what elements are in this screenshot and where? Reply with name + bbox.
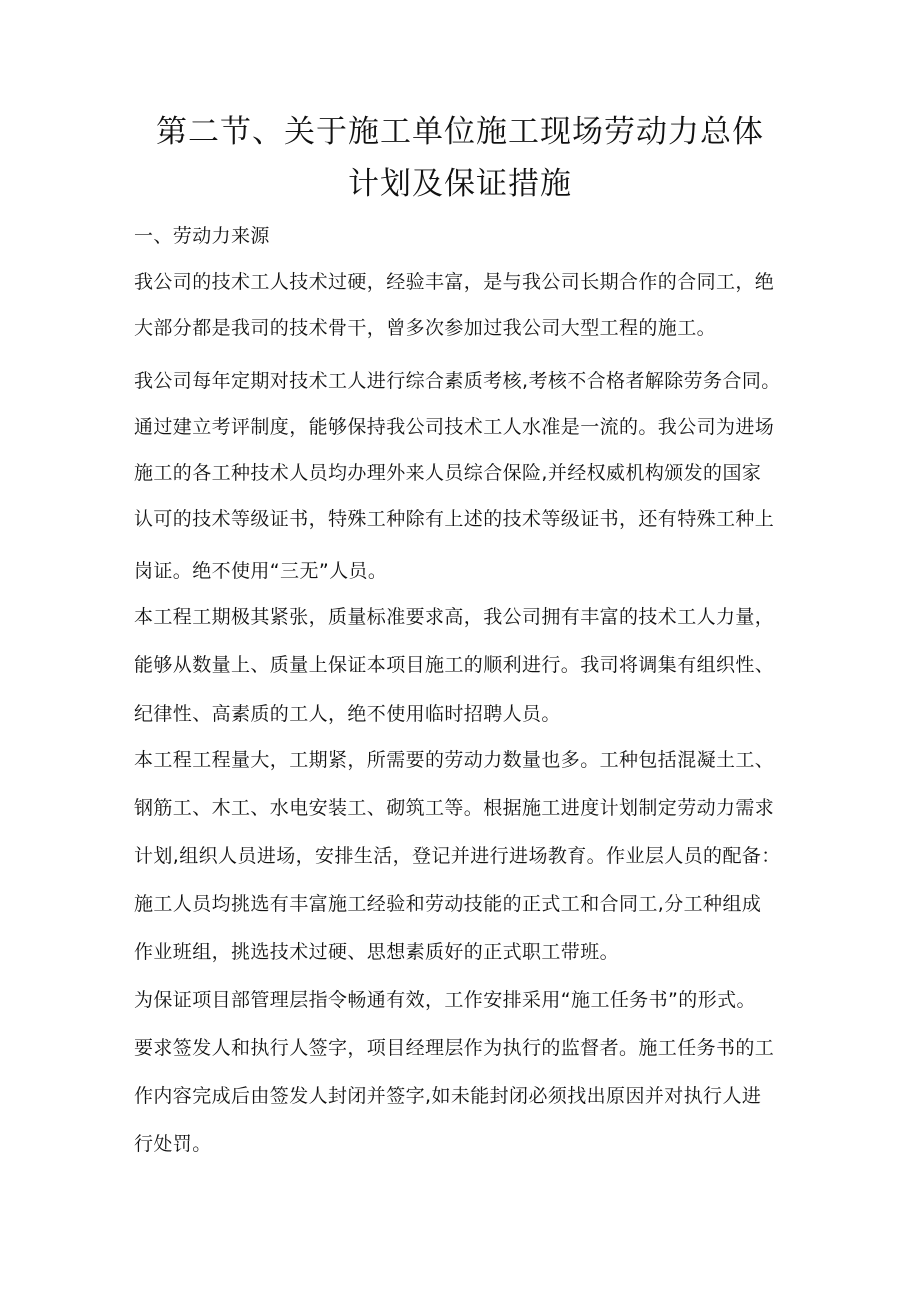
paragraph-line: 行处罚。 — [134, 1133, 212, 1155]
paragraph-line: 为保证项目部管理层指令畅通有效，工作安排采用“施工任务书”的形式。 — [134, 989, 756, 1011]
paragraph-line: 作业班组，挑选技术过硬、思想素质好的正式职工带班。 — [134, 941, 620, 963]
paragraph-line: 施工人员均挑选有丰富施工经验和劳动技能的正式工和合同工,分工种组成 — [134, 893, 762, 915]
page-title-line-1: 第二节、关于施工单位施工现场劳动力总体 — [156, 114, 764, 150]
paragraph-line: 能够从数量上、质量上保证本项目施工的顺利进行。我司将调集有组织性、 — [134, 654, 775, 676]
paragraph-line: 本工程工程量大，工期紧，所需要的劳动力数量也多。工种包括混凝土工、 — [134, 749, 775, 771]
paragraph-line: 要求签发人和执行人签字，项目经理层作为执行的监督者。施工任务书的工 — [134, 1037, 775, 1059]
paragraph-line: 通过建立考评制度，能够保持我公司技术工人水准是一流的。我公司为进场 — [134, 416, 775, 438]
page-title-line-2: 计划及保证措施 — [348, 166, 572, 202]
paragraph-line: 纪律性、高素质的工人，绝不使用临时招聘人员。 — [134, 703, 561, 725]
paragraph-line: 认可的技术等级证书，特殊工种除有上述的技术等级证书，还有特殊工种上 — [134, 508, 775, 530]
section-heading: 一、劳动力来源 — [134, 225, 270, 247]
paragraph-line: 作内容完成后由签发人封闭并签字,如未能封闭必须找出原因并对执行人进 — [134, 1085, 762, 1107]
paragraph-line: 我公司的技术工人技术过硬，经验丰富，是与我公司长期合作的合同工，绝 — [134, 271, 775, 293]
paragraph-line: 施工的各工种技术人员均办理外来人员综合保险,并经权威机构颁发的国家 — [134, 462, 762, 484]
paragraph-line: 大部分都是我司的技术骨干，曾多次参加过我公司大型工程的施工。 — [134, 317, 717, 339]
paragraph-line: 岗证。绝不使用“三无”人员。 — [134, 560, 388, 582]
paragraph-line: 钢筋工、木工、水电安装工、砌筑工等。根据施工进度计划制定劳动力需求 — [134, 797, 775, 819]
paragraph-line: 计划,组织人员进场，安排生活，登记并进行进场教育。作业层人员的配备： — [134, 845, 781, 867]
paragraph-line: 本工程工期极其紧张，质量标准要求高，我公司拥有丰富的技术工人力量， — [134, 606, 775, 628]
paragraph-line: 我公司每年定期对技术工人进行综合素质考核,考核不合格者解除劳务合同。 — [134, 370, 781, 392]
